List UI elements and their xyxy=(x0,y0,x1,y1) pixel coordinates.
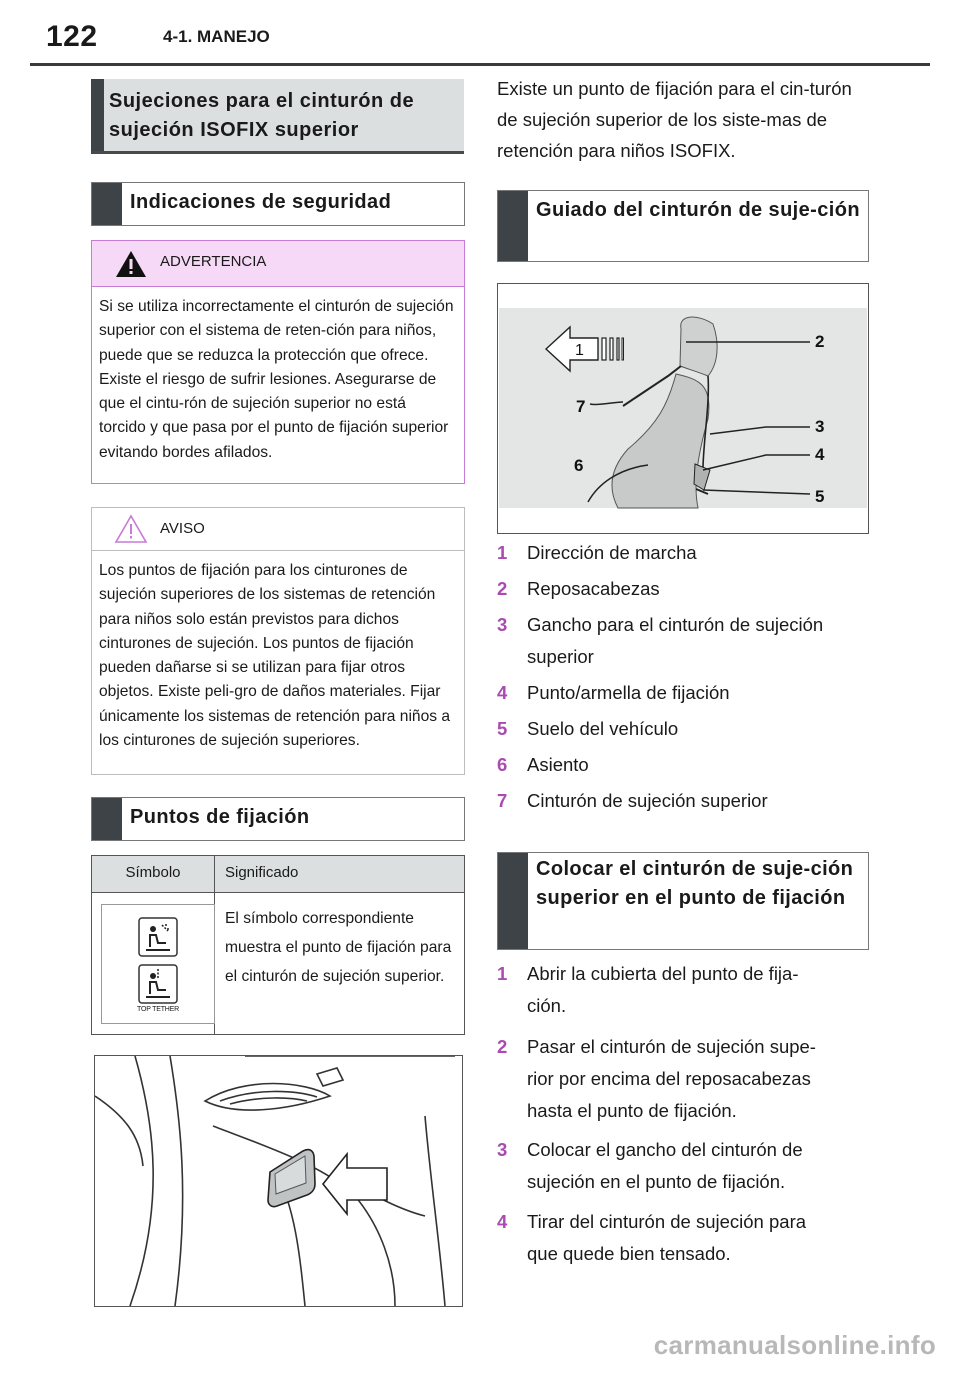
intro-paragraph: Existe un punto de fijación para el cin-turón de sujeción superior de los siste-mas de retención para niños ISOFIX. xyxy=(497,78,852,161)
warning-box xyxy=(91,240,465,484)
callout-2: 2 xyxy=(815,332,825,351)
points-heading-text: Puntos de fijación xyxy=(130,806,310,828)
col-meaning-header: Significado xyxy=(225,864,299,881)
step-item: 3 Colocar el gancho del cinturón de sujeción en el punto de fijación. xyxy=(497,1139,803,1192)
col-symbol-header: Símbolo xyxy=(125,864,181,881)
direction-arrow xyxy=(323,1154,387,1214)
guide-heading xyxy=(497,190,869,262)
anchor-cover-drawing xyxy=(95,1056,462,1306)
notice-label: AVISO xyxy=(160,520,205,537)
heading-bar xyxy=(92,183,122,225)
safety-heading xyxy=(91,182,465,226)
chapter-title: 4-1. MANEJO xyxy=(163,27,270,46)
guide-heading-text: Guiado del cinturón de suje-ción xyxy=(536,199,860,221)
symbol-table xyxy=(91,855,465,1035)
warning-label: ADVERTENCIA xyxy=(160,253,267,270)
legend-item: 1 Dirección de marcha xyxy=(497,542,697,563)
points-heading xyxy=(91,797,465,841)
legend-item: 3 Gancho para el cinturón de sujeción superior xyxy=(497,614,824,667)
legend-list xyxy=(497,537,867,827)
seat-diagram xyxy=(498,284,868,533)
warning-triangle-icon xyxy=(114,249,148,279)
isofix-symbol-icon xyxy=(138,917,178,957)
step-item: 1 Abrir la cubierta del punto de fija-ción. xyxy=(497,963,799,1016)
table-header xyxy=(92,856,464,893)
heading-bar xyxy=(498,191,528,261)
caution-triangle-icon xyxy=(114,514,148,544)
legend-item: 7 Cinturón de sujeción superior xyxy=(497,790,768,811)
notice-box xyxy=(91,507,465,775)
place-heading xyxy=(497,852,869,950)
callout-6: 6 xyxy=(574,456,584,475)
callout-7: 7 xyxy=(576,397,586,416)
heading-bar xyxy=(498,853,528,949)
legend-item: 6 Asiento xyxy=(497,754,589,775)
symbol-cell xyxy=(101,904,215,1024)
main-heading-text: Sujeciones para el cinturón de sujeción ISOFIX superior xyxy=(109,90,415,141)
steps-list xyxy=(497,958,867,1268)
step-item: 2 Pasar el cinturón de sujeción supe-rior por encima del reposacabezas hasta el punto de fijación. xyxy=(497,1036,816,1121)
tether-guide-figure xyxy=(497,283,869,534)
heading-bar xyxy=(91,79,104,151)
notice-header xyxy=(92,508,464,551)
warning-header xyxy=(92,241,464,287)
place-heading-text: Colocar el cinturón de suje-ción superior en el punto de fijación xyxy=(536,858,854,909)
legend-item: 5 Suelo del vehículo xyxy=(497,718,679,739)
main-heading xyxy=(91,79,464,154)
callout-4: 4 xyxy=(815,445,825,464)
symbol-meaning: El símbolo correspondiente muestra el punto de fijación para el cinturón de sujeción superior. xyxy=(225,910,452,985)
legend-item: 2 Reposacabezas xyxy=(497,578,660,599)
heading-bar xyxy=(92,798,122,840)
header-rule xyxy=(30,63,930,66)
top-tether-symbol-icon xyxy=(138,964,178,1004)
legend-item: 4 Punto/armella de fijación xyxy=(497,682,730,703)
callout-3: 3 xyxy=(815,417,825,436)
callout-5: 5 xyxy=(815,487,825,506)
step-item: 4 Tirar del cinturón de sujeción para que quede bien tensado. xyxy=(497,1211,807,1264)
page-number: 122 xyxy=(46,20,98,53)
callout-1: 1 xyxy=(575,342,584,359)
notice-text: Los puntos de fijación para los cinturones de sujeción superiores de los sistemas de retención para niños solo están previstos para dichos cinturones de sujeción. Los puntos de fijación pueden dañarse si se utilizan para fijar otros objetos. Existe peli-gro de daños materiales. Fijar únicamente los sistemas de retención para niños a los cinturones de sujeción superiores. xyxy=(99,562,451,750)
watermark: carmanualsonline.info xyxy=(653,1330,936,1360)
anchor-point-illustration xyxy=(94,1055,463,1307)
top-tether-caption: TOP TETHER xyxy=(137,1006,179,1013)
warning-text: Si se utiliza incorrectamente el cinturón de sujeción superior con el sistema de reten-ción para niños, puede que se reduzca la protección que ofrece. Existe el riesgo de sufrir lesiones. Asegurarse de que el cintu-rón de sujeción superior no está torcido y que pasa por el punto de fijación superior evitando bordes afilados. xyxy=(99,298,454,461)
safety-heading-text: Indicaciones de seguridad xyxy=(130,191,392,213)
